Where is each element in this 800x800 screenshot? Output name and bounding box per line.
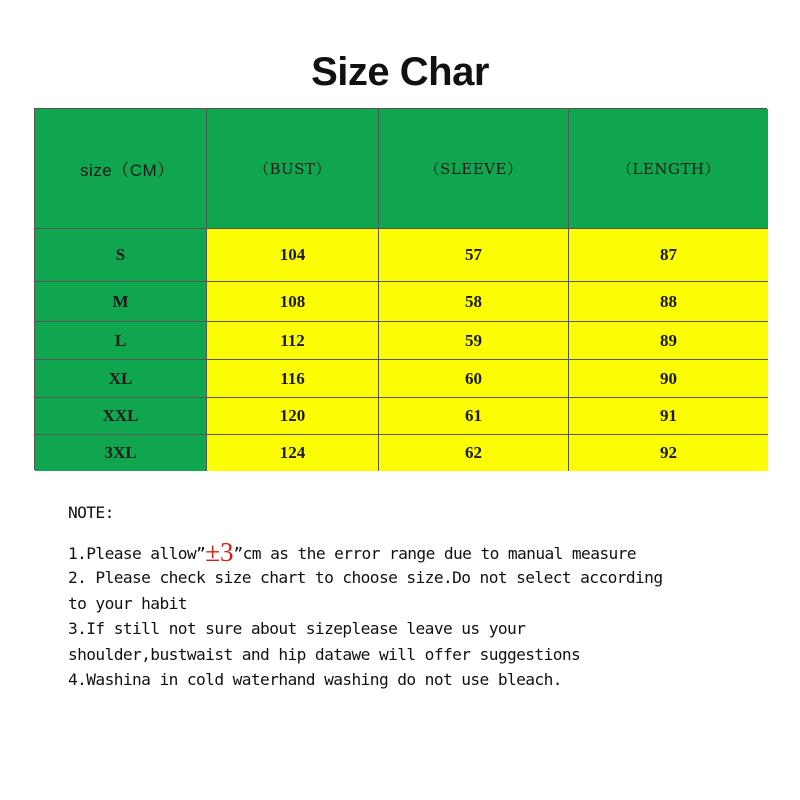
length-cell: 92 (569, 435, 768, 471)
note-line-1-end: ”cm as the error range due to manual measure (233, 543, 636, 563)
size-cell: M (35, 282, 207, 322)
bust-cell: 112 (207, 322, 379, 360)
header-bust: （BUST） (207, 109, 379, 229)
notes-heading: NOTE: (68, 503, 114, 522)
sleeve-cell: 59 (379, 322, 569, 360)
bust-cell: 116 (207, 360, 379, 398)
length-cell: 87 (569, 229, 768, 282)
sleeve-cell: 62 (379, 435, 569, 471)
length-cell: 90 (569, 360, 768, 398)
length-cell: 89 (569, 322, 768, 360)
bust-cell: 108 (207, 282, 379, 322)
header-sleeve: （SLEEVE） (379, 109, 569, 229)
tolerance-highlight: ±3 (205, 536, 234, 567)
length-cell: 88 (569, 282, 768, 322)
note-line-6: 4.Washina in cold waterhand washing do not use bleach. (68, 670, 562, 689)
note-line-4: 3.If still not sure about sizeplease leave us your (68, 619, 526, 638)
sleeve-cell: 61 (379, 398, 569, 435)
note-line-1-start: 1.Please allow” (68, 543, 206, 563)
sleeve-cell: 60 (379, 360, 569, 398)
note-line-1 (68, 536, 768, 567)
size-chart-table (34, 108, 767, 470)
size-cell: XL (35, 360, 207, 398)
note-line-2: 2. Please check size chart to choose size.Do not select according (68, 568, 663, 587)
size-cell: L (35, 322, 207, 360)
bust-cell: 124 (207, 435, 379, 471)
note-line-5: shoulder,bustwaist and hip datawe will offer suggestions (68, 644, 581, 664)
size-cell: 3XL (35, 435, 207, 471)
length-cell: 91 (569, 398, 768, 435)
sleeve-cell: 57 (379, 229, 569, 282)
bust-cell: 120 (207, 398, 379, 435)
header-size: size（CM） (35, 109, 207, 229)
header-length: （LENGTH） (569, 109, 768, 229)
size-cell: S (35, 229, 207, 282)
note-line-3: to your habit (68, 593, 187, 613)
sleeve-cell: 58 (379, 282, 569, 322)
bust-cell: 104 (207, 229, 379, 282)
page-title: Size Char (311, 50, 489, 94)
notes-section (68, 500, 768, 693)
size-cell: XXL (35, 398, 207, 435)
